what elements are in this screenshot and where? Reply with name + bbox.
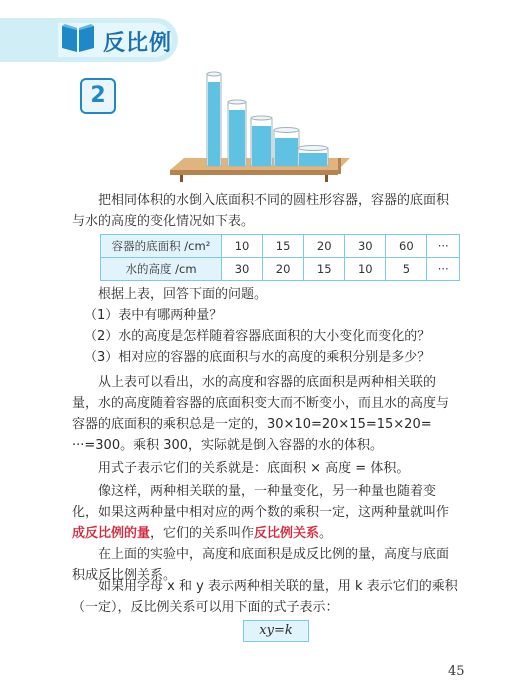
letters-intro: 如果用字母 x 和 y 表示两种相关联的量，用 k 表示它们的乘积（一定），反比例关系可以用下面的式子表示： — [72, 579, 458, 615]
problem-number-badge: 2 — [80, 78, 116, 114]
table-cell: 15 — [263, 235, 304, 258]
table-cell: 60 — [386, 235, 427, 258]
prompt-text: 根据上表，回答下面的问题。 — [98, 287, 268, 302]
definition-paragraph — [72, 481, 460, 544]
table-cell: 10 — [345, 258, 386, 281]
table-row — [101, 258, 460, 281]
table-cell: ··· — [427, 258, 460, 281]
book-icon — [60, 20, 96, 54]
data-table — [100, 234, 460, 281]
definition-text: ，它们的关系叫作 — [150, 526, 255, 541]
table-cell: 20 — [263, 258, 304, 281]
table-row — [101, 235, 460, 258]
question-2: （2）水的高度是怎样随着容器底面积的大小变化而变化的？ — [84, 329, 431, 344]
question-1: （1）表中有哪两种量？ — [84, 308, 223, 323]
section-title: 反比例 — [103, 31, 173, 56]
term-inverse-quantities: 成反比例的量 — [72, 526, 151, 541]
containers-illustration — [170, 70, 350, 182]
table-cell: 10 — [222, 235, 263, 258]
term-inverse-relation: 反比例关系 — [254, 526, 320, 541]
table-cell: 5 — [386, 258, 427, 281]
page-number: 45 — [448, 664, 465, 679]
table-cell: 15 — [304, 258, 345, 281]
intro-text: 把相同体积的水倒入底面积不同的圆柱形容器，容器的底面积与水的高度的变化情况如下表。 — [72, 193, 450, 229]
short-container — [274, 128, 299, 167]
experiment-note: 在上面的实验中，高度和底面积是成反比例的量，高度与底面积成反比例关系。 — [72, 547, 450, 583]
definition-text: 。 — [319, 526, 333, 541]
table-cell: 30 — [222, 258, 263, 281]
definition-text: 像这样，两种相关联的量，一种量变化，另一种量也随着变化，如果这两种量中相对应的两个数的乘积一定，这两种量就叫作 — [72, 484, 450, 520]
table-cell: 30 — [345, 235, 386, 258]
medium-container-2 — [251, 116, 272, 166]
formula-box: xy=k — [243, 620, 309, 642]
tall-container — [207, 72, 221, 166]
medium-container-1 — [228, 100, 246, 166]
row-label-height: 水的高度 /cm — [101, 258, 222, 281]
row-label-area: 容器的底面积 /cm² — [101, 235, 222, 258]
explanation-paragraph: 从上表可以看出，水的高度和容器的底面积是两种相关联的量，水的高度随着容器的底面积变大而不断变小，而且水的高度与容器的底面积的乘积总是一定的，30×10=20×15=15×20= ···=300。乘积 300，实际就是倒入容器的水的体积。 — [72, 375, 450, 453]
question-3: （3）相对应的容器的底面积与水的高度的乘积分别是多少？ — [84, 350, 431, 365]
table-cell: 20 — [304, 235, 345, 258]
widest-container — [298, 146, 328, 167]
relation-formula-text: 用式子表示它们的关系就是：底面积 × 高度 = 体积。 — [98, 461, 410, 476]
table-cell: ··· — [427, 235, 460, 258]
